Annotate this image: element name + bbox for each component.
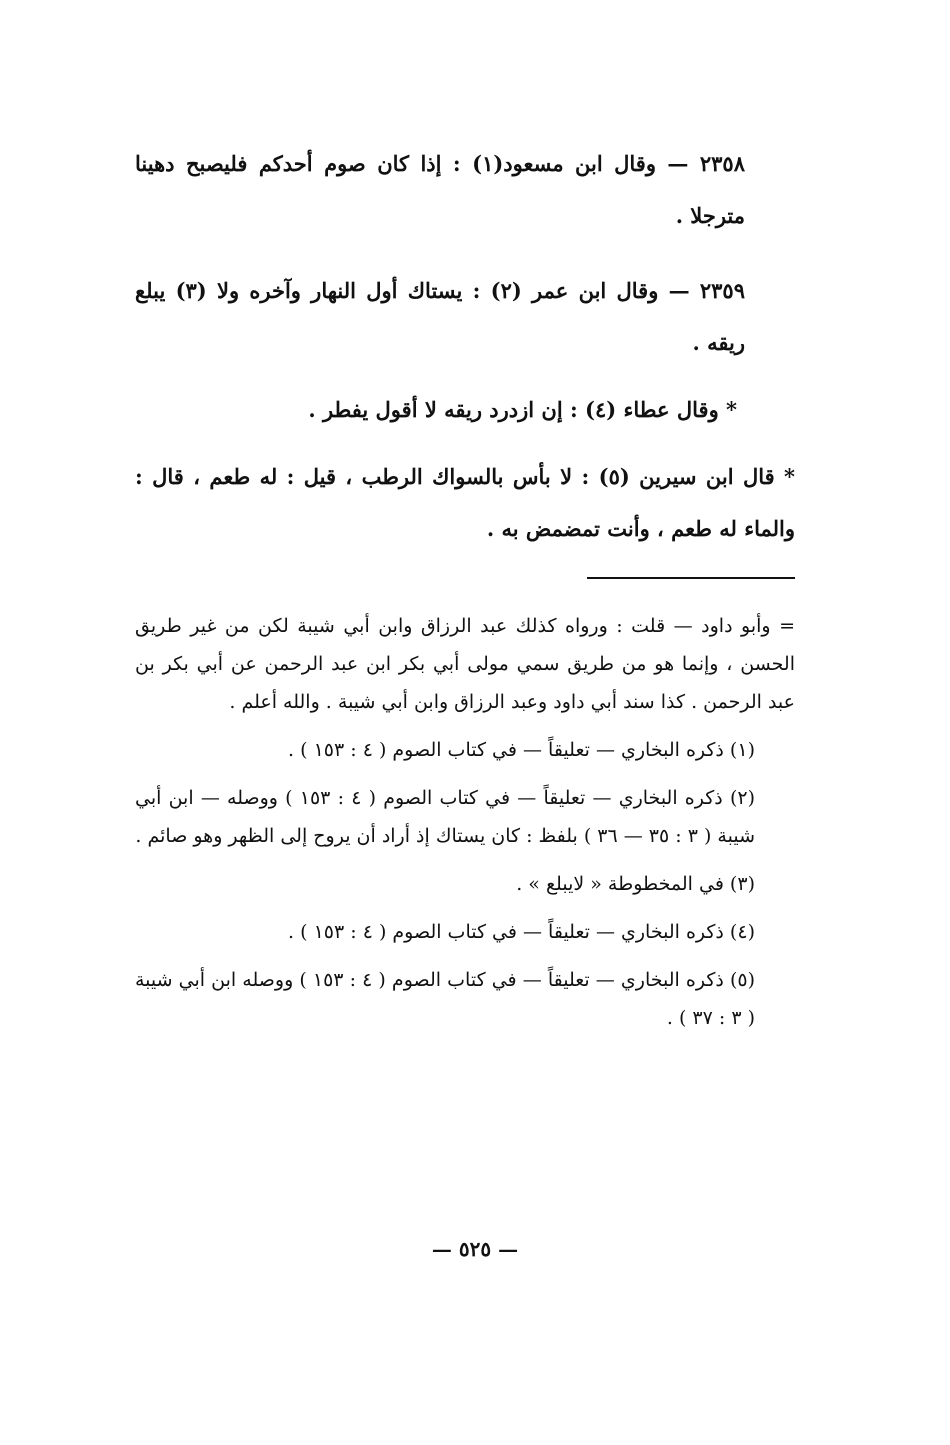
athar-2358: ٢٣٥٨ — وقال ابن مسعود(١) : إذا كان صوم أحدكم فليصبح دهينا مترجلا . <box>135 151 745 228</box>
athar-ataa: * وقال عطاء (٤) : إن ازدرد ريقه لا أقول يفطر . <box>308 397 737 422</box>
page-body <box>135 138 795 1047</box>
footnote-2: (٢) ذكره البخاري — تعليقاً — في كتاب الصوم ( ٤ : ١٥٣ ) ووصله — ابن أبي شيبة ( ٣ : ٣٥ — ٣٦ ) بلفظ : كان يستاك إذ أراد أن يروح إلى الظهر وهو صائم . <box>135 787 755 847</box>
footnote-divider <box>587 577 795 579</box>
athar-2359: ٢٣٥٩ — وقال ابن عمر (٢) : يستاك أول النهار وآخره ولا (٣) يبلع ريقه . <box>135 278 745 355</box>
footnote-5: (٥) ذكره البخاري — تعليقاً — في كتاب الصوم ( ٤ : ١٥٣ ) ووصله ابن أبي شيبة ( ٣ : ٣٧ ) . <box>135 969 755 1029</box>
footnote-3: (٣) في المخطوطة « لايبلع » . <box>516 873 755 895</box>
athar-ibn-sirin: * قال ابن سيرين (٥) : لا بأس بالسواك الرطب ، قيل : له طعم ، قال : والماء له طعم ، وأنت تمضمض به . <box>135 464 796 541</box>
main-text <box>135 138 795 555</box>
footnotes <box>135 607 795 1037</box>
page-number: — ٥٢٥ — <box>431 1237 519 1261</box>
footnote-continuation: = وأبو داود — قلت : ورواه كذلك عبد الرزاق وابن أبي شيبة لكن من غير طريق الحسن ، وإنما هو من طريق سمي مولى أبي بكر ابن عبد الرحمن عن أبي بكر بن عبد الرحمن . كذا سند أبي داود وعبد الرزاق وابن أبي شيبة . والله أعلم . <box>135 615 795 713</box>
footnote-4: (٤) ذكره البخاري — تعليقاً — في كتاب الصوم ( ٤ : ١٥٣ ) . <box>288 921 755 943</box>
footnote-1: (١) ذكره البخاري — تعليقاً — في كتاب الصوم ( ٤ : ١٥٣ ) . <box>288 739 755 761</box>
